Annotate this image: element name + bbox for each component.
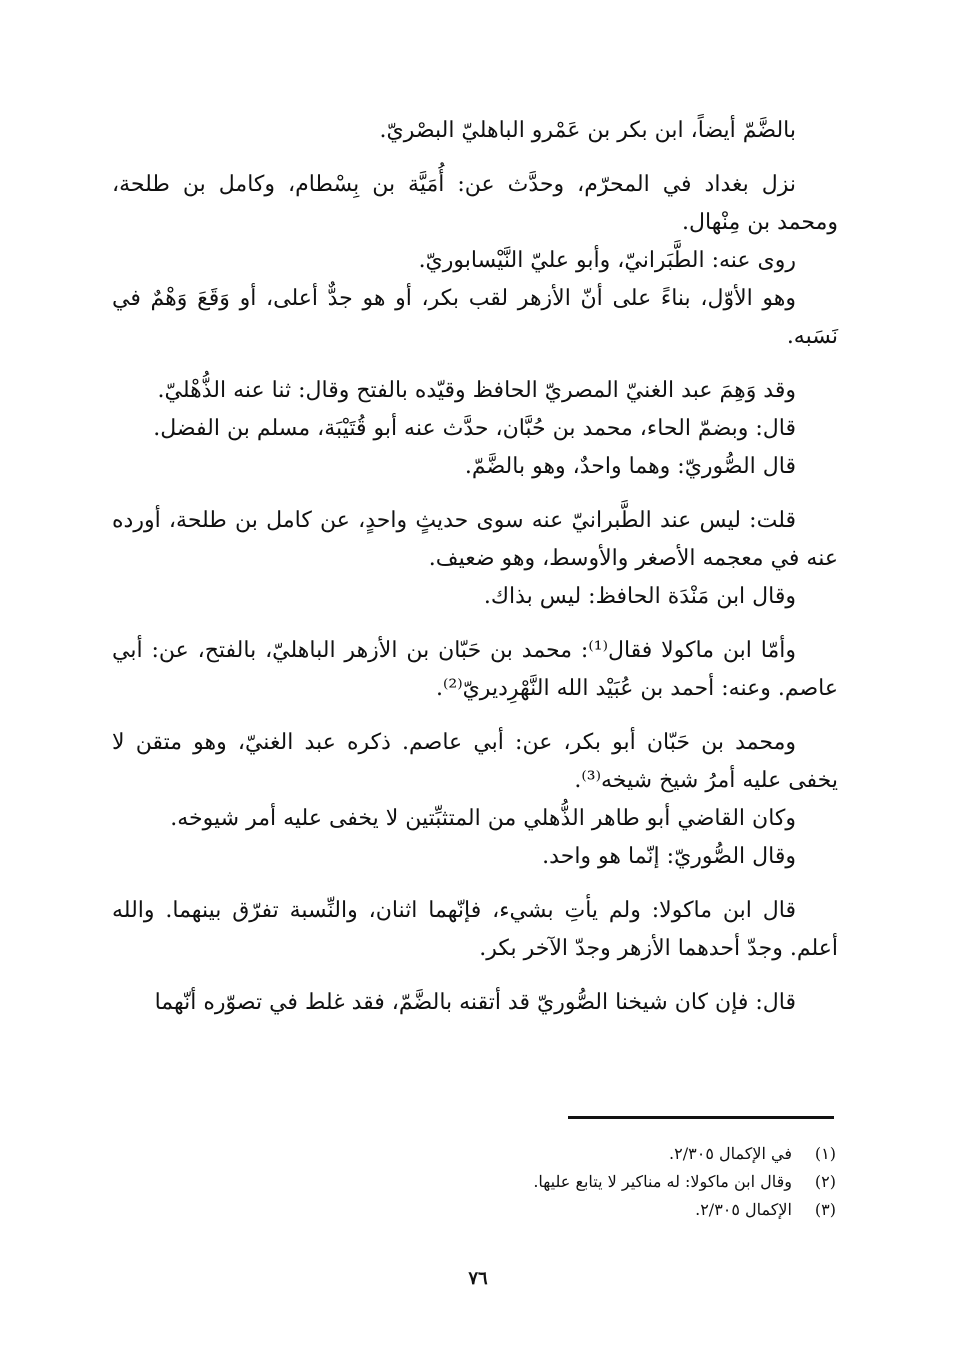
paragraph: وقال الصُّوريّ: إنّما هو واحد. <box>542 844 796 869</box>
footnote-text: في الإكمال ٢/٣٠٥. <box>669 1144 792 1163</box>
footnote-divider <box>568 1116 834 1119</box>
paragraph: روى عنه: الطَّبَرانيّ، وأبو عليّ النَّيْسابوريّ. <box>418 248 796 273</box>
footnotes <box>400 1140 836 1224</box>
paragraph: قال: وبضمّ الحاء، محمد بن حُبَّان، حدَّث عنه أبو قُتَيْبَة، مسلم بن الفضل. <box>153 416 796 441</box>
footnote <box>400 1196 836 1224</box>
paragraph: ومحمد بن حَبّان أبو بكر، عن: أبي عاصم. ذكره عبد الغنيّ، وهو متقن لا يخفى عليه أمرُ شيخ شيخه⁽³⁾. <box>112 730 838 793</box>
paragraph: قال ابن ماكولا: ولم يأتِ بشيء، فإنّهما اثنان، والنِّسبة تفرّق بينهما. والله أعلم. وجدّ أحدهما الأزهر وجدّ الآخر بكر. <box>112 898 838 961</box>
page-number: ٧٦ <box>468 1268 488 1289</box>
paragraph: نزل بغداد في المحرّم، وحدَّث عن: أُمَيَّة بن بِسْطام، وكامل بن طلحة، ومحمد بن مِنْهال. <box>112 172 838 235</box>
footnote-text: الإكمال ٢/٣٠٥. <box>695 1200 792 1219</box>
footnote <box>400 1140 836 1168</box>
paragraph: بالضَّمّ أيضاً، ابن بكر بن عَمْرو الباهليّ البصْريّ. <box>379 118 796 143</box>
main-text <box>112 112 838 1022</box>
paragraph: وهو الأوّل، بناءً على أنّ الأزهر لقب بكر، أو هو جدٌّ أعلى، أو وَقَعَ وَهْمٌ في نَسَبه. <box>112 286 838 349</box>
footnote-text: وقال ابن ماكولا: له مناكير لا يتابع عليها. <box>533 1172 792 1191</box>
paragraph: وكان القاضي أبو طاهر الذُّهلي من المتثبِّتين لا يخفى عليه أمر شيوخه. <box>170 806 796 831</box>
paragraph: قلت: ليس عند الطَّبرانيّ عنه سوى حديثٍ واحدٍ، عن كامل بن طلحة، أورده عنه في معجمه الأصغر والأوسط، وهو ضعيف. <box>112 508 838 571</box>
paragraph: قال: فإن كان شيخنا الصُّوريّ قد أتقنه بالضَّمّ، فقد غلط في تصوّره أنّهما <box>154 990 796 1015</box>
footnote-number: (٢) <box>814 1172 836 1191</box>
footnote-number: (٣) <box>814 1200 836 1219</box>
footnote <box>400 1168 836 1196</box>
paragraph: وقد وَهِمَ عبد الغنيّ المصريّ الحافظ وقيّده بالفتح وقال: ثنا عنه الذُّهْليّ. <box>157 378 796 403</box>
footnote-number: (١) <box>814 1144 836 1163</box>
paragraph: وأمّا ابن ماكولا فقال⁽¹⁾: محمد بن حَبّان بن الأزهر الباهليّ، بالفتح، عن: أبي عاصم. وعنه: أحمد بن عُبَيْد الله النَّهْرِديريّ⁽²⁾. <box>112 638 838 701</box>
paragraph: قال الصُّوريّ: وهما واحدٌ، وهو بالضَّمّ. <box>464 454 796 479</box>
paragraph: وقال ابن مَنْدَة الحافظ: ليس بذاك. <box>483 584 796 609</box>
